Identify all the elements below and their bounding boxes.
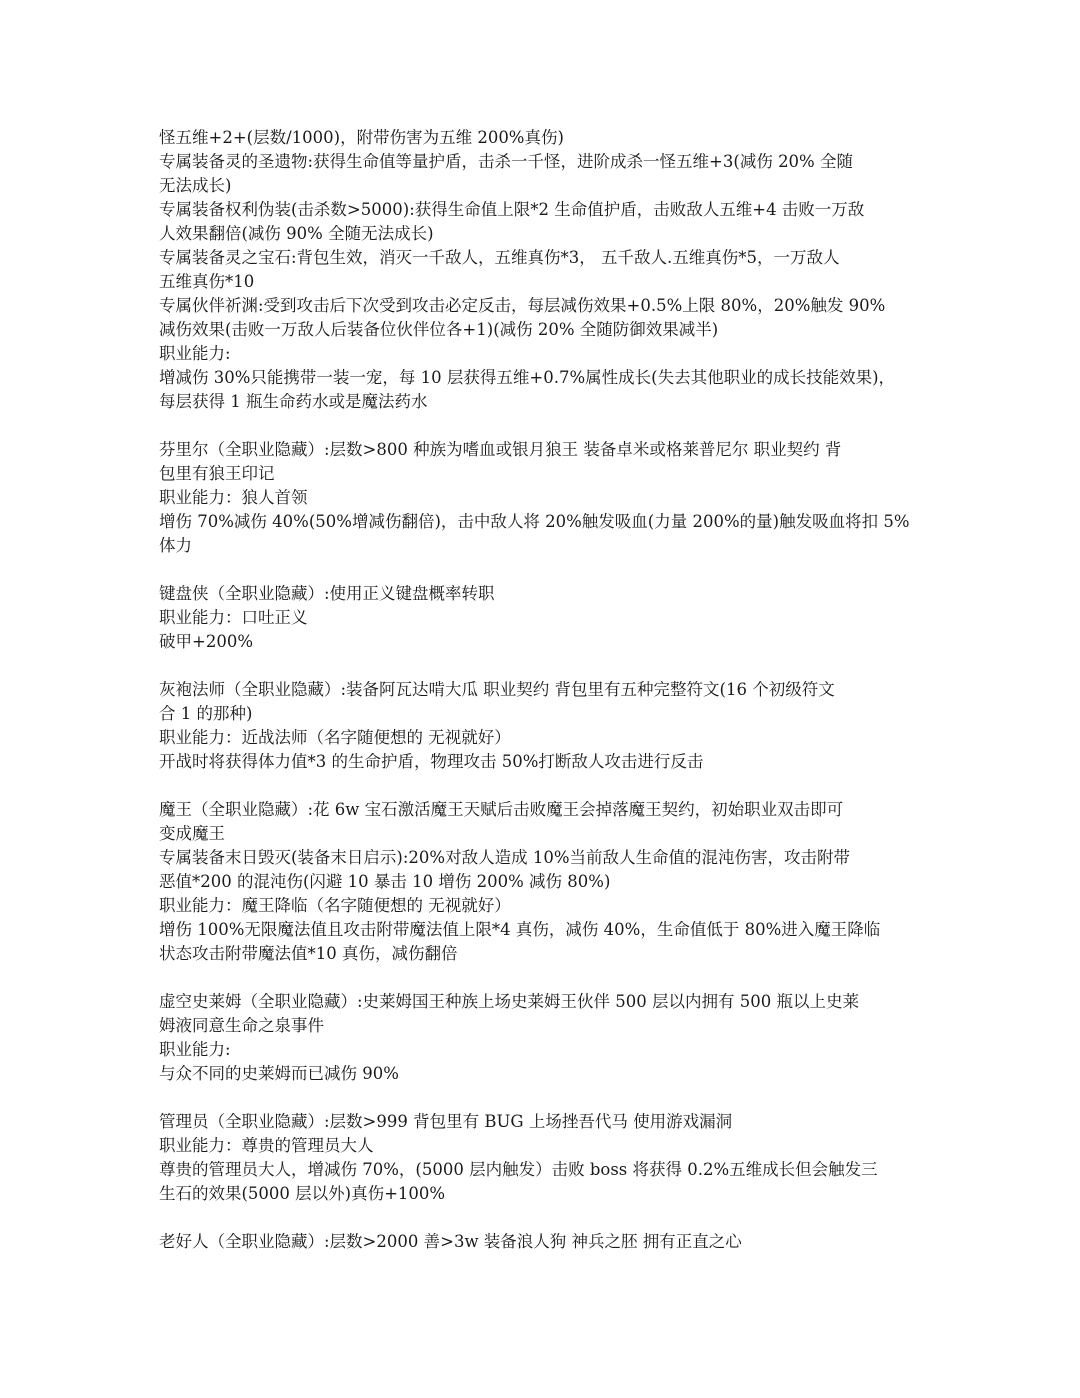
text-paragraph — [159, 1230, 929, 1254]
text-line: 合 1 的那种) — [159, 704, 253, 723]
text-line: 专属装备灵的圣遗物:获得生命值等量护盾，击杀一千怪，进阶成杀一怪五维+3(减伤 20% 全随 — [159, 152, 853, 171]
text-line: 管理员（全职业隐藏）:层数>999 背包里有 BUG 上场挫吾代马 使用游戏漏洞 — [159, 1112, 733, 1131]
paragraph-spacer — [159, 654, 929, 678]
text-line: 人效果翻倍(减伤 90% 全随无法成长) — [159, 224, 434, 243]
text-paragraph — [159, 990, 929, 1086]
text-line: 变成魔王 — [159, 824, 225, 843]
text-line: 职业能力：狼人首领 — [159, 488, 308, 507]
text-line: 灰袍法师（全职业隐藏）:装备阿瓦达啃大瓜 职业契约 背包里有五种完整符文(16 个初级符文 — [159, 680, 835, 699]
paragraph-spacer — [159, 1206, 929, 1230]
text-line: 状态攻击附带魔法值*10 真伤，减伤翻倍 — [159, 944, 458, 963]
text-line: 体力 — [159, 536, 192, 555]
text-paragraph — [159, 438, 929, 558]
text-line: 职业能力: — [159, 344, 231, 363]
text-line: 恶值*200 的混沌伤(闪避 10 暴击 10 增伤 200% 减伤 80%) — [159, 872, 611, 891]
text-line: 专属装备末日毁灭(装备末日启示):20%对敌人造成 10%当前敌人生命值的混沌伤害，攻击附带 — [159, 848, 851, 867]
paragraph-spacer — [159, 774, 929, 798]
text-line: 包里有狼王印记 — [159, 464, 275, 483]
text-line: 生石的效果(5000 层以外)真伤+100% — [159, 1184, 446, 1203]
text-line: 尊贵的管理员大人，增减伤 70%，(5000 层内触发）击败 boss 将获得 0.2%五维成长但会触发三 — [159, 1160, 878, 1179]
text-line: 专属伙伴祈渊:受到攻击后下次受到攻击必定反击，每层减伤效果+0.5%上限 80%，20%触发 90% — [159, 296, 886, 315]
text-line: 键盘侠（全职业隐藏）:使用正义键盘概率转职 — [159, 584, 495, 603]
text-line: 增伤 70%减伤 40%(50%增减伤翻倍)，击中敌人将 20%触发吸血(力量 200%的量)触发吸血将扣 5% — [159, 512, 910, 531]
text-line: 与众不同的史莱姆而已减伤 90% — [159, 1064, 399, 1083]
text-paragraph — [159, 798, 929, 966]
text-line: 破甲+200% — [159, 632, 253, 651]
text-line: 虚空史莱姆（全职业隐藏）:史莱姆国王种族上场史莱姆王伙伴 500 层以内拥有 500 瓶以上史莱 — [159, 992, 860, 1011]
text-line: 魔王（全职业隐藏）:花 6w 宝石激活魔王天赋后击败魔王会掉落魔王契约，初始职业双击即可 — [159, 800, 844, 819]
paragraph-spacer — [159, 558, 929, 582]
text-paragraph — [159, 1110, 929, 1206]
text-line: 职业能力：近战法师（名字随便想的 无视就好） — [159, 728, 511, 747]
text-line: 五维真伤*10 — [159, 272, 255, 291]
text-line: 每层获得 1 瓶生命药水或是魔法药水 — [159, 392, 428, 411]
text-line: 姆液同意生命之泉事件 — [159, 1016, 324, 1035]
text-line: 老好人（全职业隐藏）:层数>2000 善>3w 装备浪人狗 神兵之胚 拥有正直之心 — [159, 1232, 742, 1251]
text-paragraph — [159, 582, 929, 654]
paragraph-spacer — [159, 966, 929, 990]
paragraph-spacer — [159, 1086, 929, 1110]
text-paragraph — [159, 678, 929, 774]
text-line: 专属装备权利伪装(击杀数>5000):获得生命值上限*2 生命值护盾，击败敌人五维+4 击败一万敌 — [159, 200, 865, 219]
text-line: 增减伤 30%只能携带一装一宠，每 10 层获得五维+0.7%属性成长(失去其他职业的成长技能效果)， — [159, 368, 896, 387]
text-line: 职业能力：口吐正义 — [159, 608, 308, 627]
text-line: 职业能力：尊贵的管理员大人 — [159, 1136, 374, 1155]
text-line: 芬里尔（全职业隐藏）:层数>800 种族为嗜血或银月狼王 装备卓米或格莱普尼尔 职业契约 背 — [159, 440, 842, 459]
text-paragraph — [159, 126, 929, 414]
paragraph-spacer — [159, 414, 929, 438]
text-line: 怪五维+2+(层数/1000)，附带伤害为五维 200%真伤) — [159, 128, 564, 147]
document-page — [159, 126, 929, 1254]
text-line: 开战时将获得体力值*3 的生命护盾，物理攻击 50%打断敌人攻击进行反击 — [159, 752, 704, 771]
text-line: 职业能力: — [159, 1040, 231, 1059]
text-line: 专属装备灵之宝石:背包生效，消灭一千敌人，五维真伤*3， 五千敌人.五维真伤*5，一万敌人 — [159, 248, 840, 267]
text-line: 无法成长) — [159, 176, 232, 195]
text-line: 减伤效果(击败一万敌人后装备位伙伴位各+1)(减伤 20% 全随防御效果减半) — [159, 320, 719, 339]
text-line: 职业能力：魔王降临（名字随便想的 无视就好） — [159, 896, 511, 915]
text-line: 增伤 100%无限魔法值且攻击附带魔法值上限*4 真伤，减伤 40%，生命值低于 80%进入魔王降临 — [159, 920, 881, 939]
